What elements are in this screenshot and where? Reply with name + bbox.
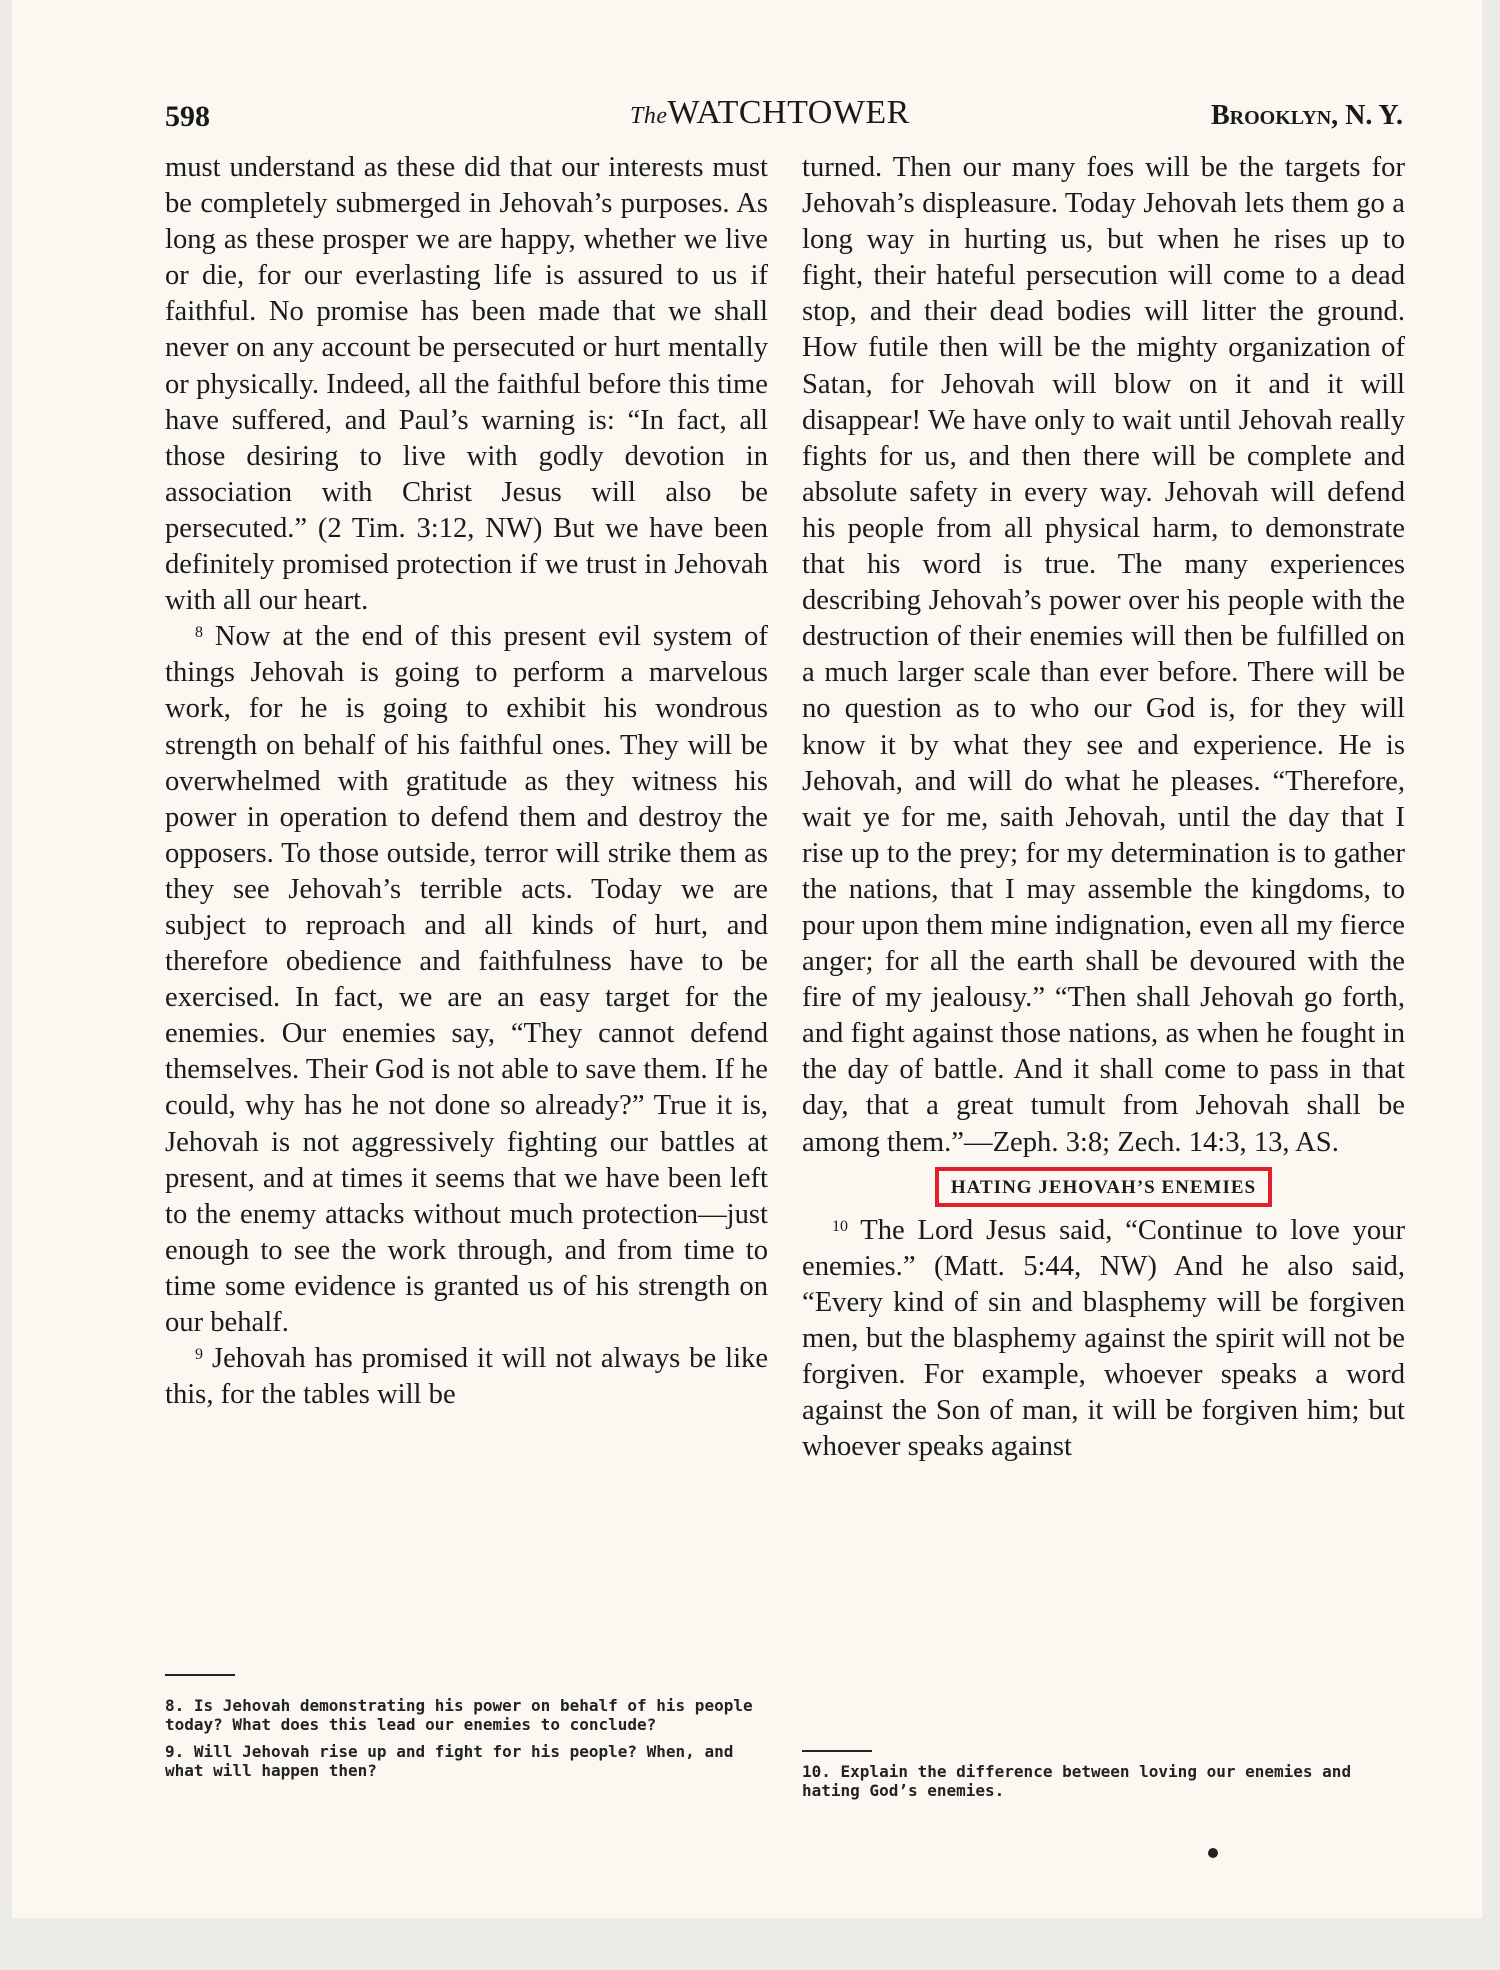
footnote-rule — [165, 1674, 235, 1676]
page-number: 598 — [165, 100, 210, 133]
paragraph-number: 10 — [832, 1217, 848, 1235]
masthead — [630, 94, 910, 132]
paragraph-9 — [165, 1341, 768, 1413]
paragraph-number: 8 — [195, 624, 203, 642]
paragraph-8 — [165, 619, 768, 1341]
subheading-highlighted: HATING JEHOVAH’S ENEMIES — [935, 1167, 1272, 1207]
right-column — [802, 150, 1405, 1465]
paragraph-text: The Lord Jesus said, “Continue to love your enemies.” (Matt. 5:44, NW) And he also said, “Every kind of sin and blasphemy will be forgiven men, but the blasphemy against the spirit will not be forgiven. For example, whoever speaks a word against the Son of man, it will be forgiven him; but whoever speaks against — [802, 1214, 1405, 1463]
study-question: 10. Explain the difference between loving our enemies and hating God’s enemies. — [802, 1762, 1352, 1800]
paragraph: must understand as these did that our interests must be completely submerged in Jehovah’s purposes. As long as these prosper we are happy, whether we live or die, for our everlasting life is assured to us if faithful. No promise has been made that we shall never on any account be persecuted or hurt mentally or physically. Indeed, all the faithful before this time have suffered, and Paul’s warning is: “In fact, all those desiring to live with godly devotion in association with Christ Jesus will also be persecuted.” (2 Tim. 3:12, NW) But we have been definitely promised protection if we trust in Jehovah with all our heart. — [165, 152, 768, 617]
footnotes-right — [802, 1762, 1405, 1808]
footnote-rule — [802, 1750, 872, 1752]
subheading-wrap — [802, 1167, 1405, 1207]
header-location: Brooklyn, N. Y. — [1210, 100, 1403, 131]
masthead-the: The — [630, 103, 668, 129]
running-header — [165, 94, 1405, 144]
scanned-page — [12, 0, 1482, 1918]
ink-dot — [1208, 1848, 1218, 1858]
paragraph-number: 9 — [195, 1346, 203, 1364]
footnotes-left — [165, 1696, 768, 1788]
masthead-name: WATCHTOWER — [667, 94, 910, 131]
study-question: 8. Is Jehovah demonstrating his power on behalf of his people today? What does this lead our enemies to conclude? — [165, 1696, 753, 1734]
left-column — [165, 150, 768, 1413]
paragraph: turned. Then our many foes will be the targets for Jehovah’s displeasure. Today Jehovah lets them go a long way in hurting us, but when he rises up to fight, their hateful persecution will come to a dead stop, and their dead bodies will litter the ground. How futile then will be the mighty organization of Satan, for Jehovah will blow on it and it will disappear! We have only to wait until Jehovah really fights for us, and then there will be complete and absolute safety in every way. Jehovah will defend his people from all physical harm, to demonstrate that his word is true. The many experiences describing Jehovah’s power over his people with the destruction of their enemies will then be fulfilled on a much larger scale than ever before. There will be no question as to who our God is, for they will know it by what they see and experience. He is Jehovah, and will do what he pleases. “Therefore, wait ye for me, saith Jehovah, until the day that I rise up to the prey; for my determination is to gather the nations, that I may assemble the kingdoms, to pour upon them mine indignation, even all my fierce anger; for all the earth shall be devoured with the fire of my jealousy.” “Then shall Jehovah go forth, and fight against those nations, as when he fought in the day of battle. And it shall come to pass in that day, that a great tumult from Jehovah shall be among them.”—Zeph. 3:8; Zech. 14:3, 13, AS. — [802, 152, 1405, 1158]
paragraph-text: Now at the end of this present evil system of things Jehovah is going to perform a marvelous work, for he is going to exhibit his wondrous strength on behalf of his faithful ones. They will be overwhelmed with gratitude as they witness his power in operation to defend them and destroy the opposers. To those outside, terror will strike them as they see Jehovah’s terrible acts. Today we are subject to reproach and all kinds of hurt, and therefore obedience and faithfulness have to be exercised. In fact, we are an easy target for the enemies. Our enemies say, “They cannot defend themselves. Their God is not able to save them. If he could, why has he not done so already?” True it is, Jehovah is not aggressively fighting our battles at present, and at times it seems that we have been left to the enemy attacks without much protection—just enough to see the work through, and from time to time some evidence is granted us of his strength on our behalf. — [165, 621, 768, 1338]
study-question: 9. Will Jehovah rise up and fight for his people? When, and what will happen then? — [165, 1742, 734, 1780]
paragraph-text: Jehovah has promised it will not always be like this, for the tables will be — [165, 1343, 769, 1411]
paragraph-10 — [802, 1213, 1405, 1466]
